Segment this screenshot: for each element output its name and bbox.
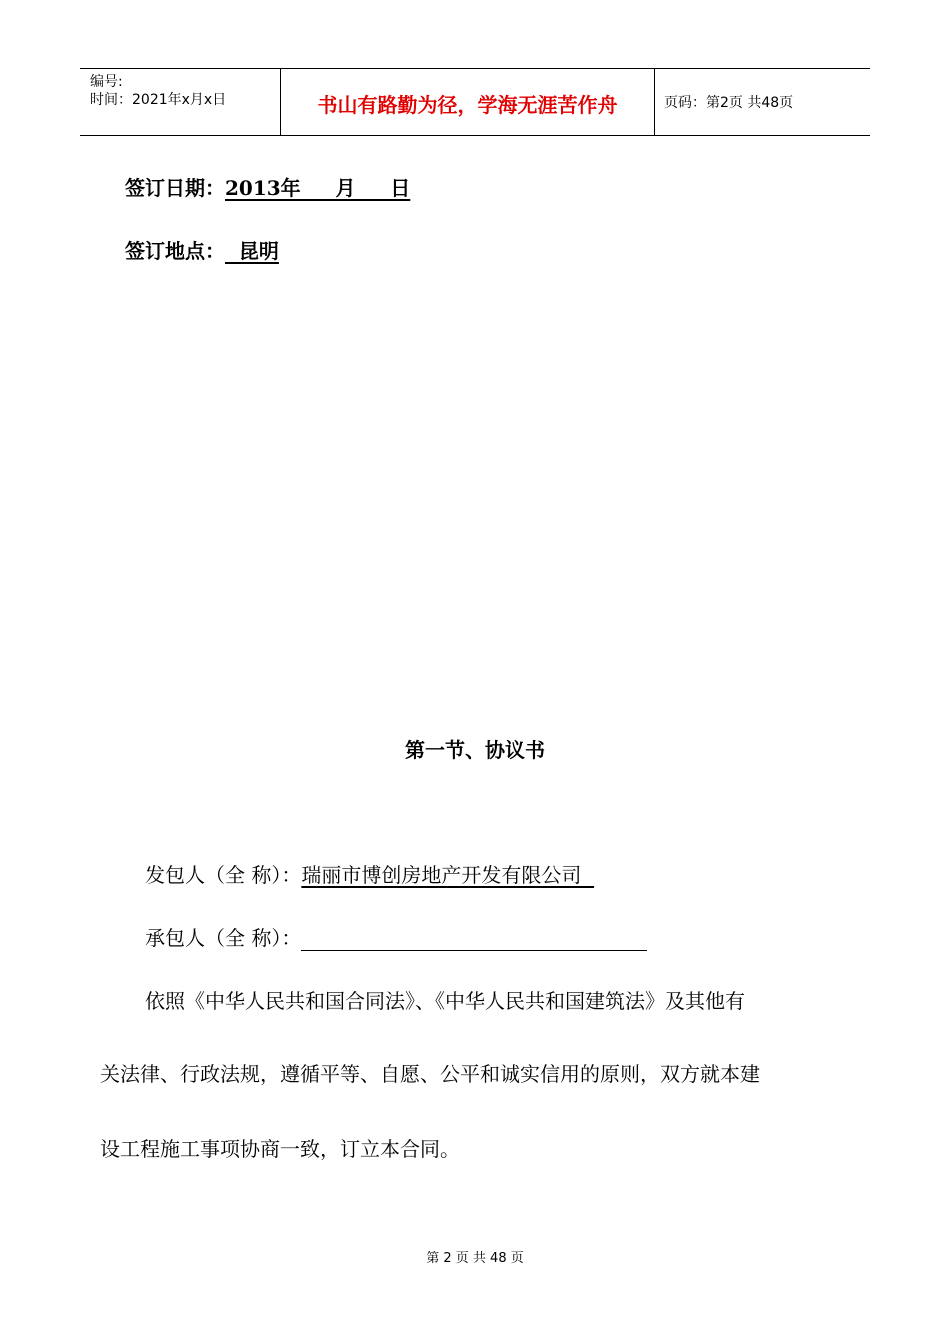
header-meta-cell: [80, 69, 281, 135]
page-footer: 第 2 页 共 48 页: [426, 1251, 524, 1266]
signing-date: [125, 172, 410, 201]
header-motto: [281, 69, 655, 135]
signing-place-value: 昆明: [225, 239, 279, 263]
document-time-label: 时间：2021年x月x日: [90, 92, 227, 108]
paragraph-line-3: 设工程施工事项协商一致，订立本合同。: [100, 1137, 460, 1161]
signing-place: [125, 235, 279, 264]
employer-value: 瑞丽市博创房地产开发有限公司: [301, 863, 595, 887]
contractor-line: [145, 922, 647, 951]
employer-label: 发包人（全 称）：: [145, 863, 302, 887]
contractor-blank-field: [301, 928, 647, 951]
signing-place-label: 签订地点：: [125, 239, 225, 263]
page-info-text: 页码：第2页 共48页: [664, 95, 794, 111]
document-header: [80, 68, 870, 136]
paragraph-line-1: 依照《中华人民共和国合同法》、《中华人民共和国建筑法》及其他有: [145, 989, 745, 1013]
paragraph-line-2: 关法律、行政法规，遵循平等、自愿、公平和诚实信用的原则，双方就本建: [100, 1062, 760, 1086]
contractor-label: 承包人（全 称）：: [145, 926, 302, 950]
signing-date-value: 2013年 月 日: [225, 176, 411, 200]
section-title: 第一节、协议书: [405, 738, 545, 762]
motto-text: 书山有路勤为径，学海无涯苦作舟: [317, 92, 618, 117]
signing-date-label: 签订日期：: [125, 176, 225, 200]
employer-line: [145, 859, 594, 888]
document-number-label: 编号:: [90, 74, 123, 90]
header-page-info: [655, 69, 870, 135]
